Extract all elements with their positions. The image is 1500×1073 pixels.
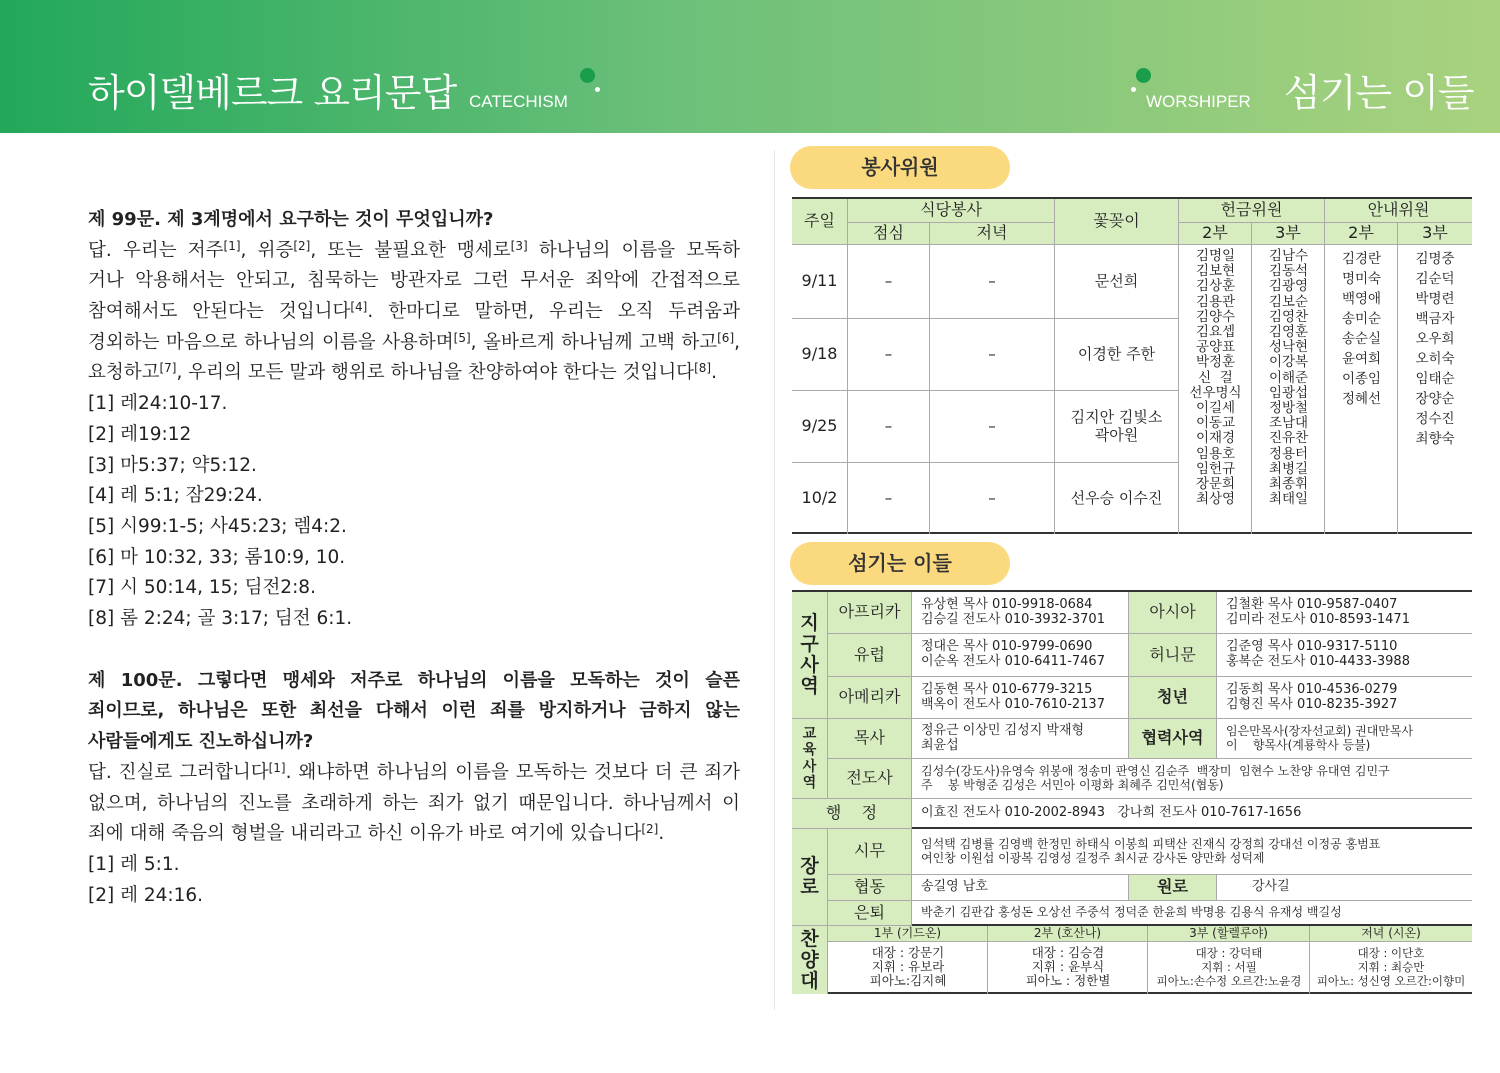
- america-label: 아메리카: [828, 677, 912, 719]
- row-lunch: –: [848, 319, 930, 391]
- active-elders-people: 임석택 김병률 김영백 한정민 하태식 이봉희 피택산 진재식 강정희 강대선 이정공 홍범표 여인창 이원섭 이광복 김영성 길정주 최시균 강사돈 양만화 성덕제: [912, 829, 1472, 875]
- row-dinner: –: [930, 463, 1055, 534]
- elders-label: 장로: [792, 829, 828, 926]
- catechism-subtitle: CATECHISM: [469, 92, 568, 111]
- africa-label: 아프리카: [828, 592, 912, 634]
- choir-label: 찬양대: [792, 926, 828, 994]
- question-100: 제 100문. 그렇다면 맹세와 저주로 하나님의 이름을 모독하는 것이 슬픈: [88, 669, 740, 691]
- answer-line: 없으며, 하나님의 진노를 초래하게 하는 죄가 없기 때문입니다. 하나님께서 이: [88, 792, 740, 814]
- reference: [1] 레 5:1.: [88, 853, 180, 875]
- edu-pastor-people: 정유근 이상민 김성지 박재형 최윤섭: [912, 719, 1129, 759]
- asia-label: 아시아: [1129, 592, 1217, 634]
- hermit-people: 김준영 목사 010-9317-5110 홍복순 전도사 010-4433-3988: [1217, 634, 1472, 677]
- choir-team-name: 3부 (할렐루야): [1148, 926, 1310, 942]
- evangelist-people: 김성수(강도사)유영숙 위봉애 정송미 판영신 김순주 백장미 임현수 노찬양 유대연 김민구 주 봉 박형준 김성은 서민아 이평화 최혜주 김민석(협동): [912, 759, 1472, 799]
- row-dinner: –: [930, 245, 1055, 319]
- retired-elders-people: 박춘기 김판갑 홍성돈 오상선 주중석 정덕준 한윤희 박명용 김용식 유재성 백길성: [912, 901, 1472, 926]
- lunch-header: 점심: [848, 223, 930, 245]
- catechism-title: 하이델베르크 요리문답: [88, 71, 457, 115]
- youth-people: 김동희 목사 010-4536-0279 김형진 목사 010-8235-3927: [1217, 677, 1472, 719]
- reference: [8] 롬 2:24; 골 3:17; 딤전 6:1.: [88, 608, 353, 630]
- reference: [6] 마 10:32, 33; 롬10:9, 10.: [88, 546, 346, 568]
- answer-line: 답. 진실로 그러합니다[1]. 왜냐하면 하나님의 이름을 모독하는 것보다 더 큰 죄가: [88, 760, 740, 783]
- reference: [1] 레24:10-17.: [88, 393, 228, 415]
- africa-people: 유상현 목사 010-9918-0684 김승길 전도사 010-3932-3701: [912, 592, 1129, 634]
- mission-label: 지구사역: [792, 592, 828, 719]
- evangelist-label: 전도사: [828, 759, 912, 799]
- answer-line: 참여해서도 안된다는 것입니다[4]. 한마디로 말하면, 우리는 오직 두려움과: [88, 300, 740, 323]
- row-lunch: –: [848, 391, 930, 463]
- row-flowers: 선우승 이수진: [1055, 463, 1179, 534]
- row-flowers: 김지안 김빛소 곽아원: [1055, 391, 1179, 463]
- usher-2-names: 김경란 명미숙 백영애 송미순 송순실 윤여희 이종임 정혜선: [1341, 251, 1382, 407]
- offering-3-names: 김남수 김동석 김광영 김보순 김영찬 김영훈 성낙현 이강복 이해준 임광섭 정방철 조남대 진유찬 정용터 최병길 최종휘 최태일: [1268, 248, 1309, 508]
- retired-elders-label: 은퇴: [828, 901, 912, 926]
- row-dinner: –: [930, 319, 1055, 391]
- choir-team-name: 2부 (호산나): [988, 926, 1148, 942]
- reference: [5] 시99:1-5; 사45:23; 렘4:2.: [88, 515, 347, 537]
- coop-people: 임은만목사(장자선교회) 권대만목사 이 향목사(계룡학사 등불): [1217, 719, 1472, 759]
- row-date: 9/11: [792, 245, 848, 319]
- reference: [7] 시 50:14, 15; 딤전2:8.: [88, 577, 316, 599]
- answer-line: 거나 악용해서는 안되고, 침묵하는 방관자로 그런 무서운 죄악에 간접적으로: [88, 270, 740, 292]
- row-lunch: –: [848, 245, 930, 319]
- asia-people: 김철환 목사 010-9587-0407 김미라 전도사 010-8593-1471: [1217, 592, 1472, 634]
- row-dinner: –: [930, 391, 1055, 463]
- admin-label: 행 정: [792, 799, 912, 829]
- usher-2-header: 2부: [1325, 223, 1398, 245]
- servants-table: [792, 590, 1472, 994]
- choir-team-name: 저녁 (시온): [1310, 926, 1472, 942]
- reference: [2] 레 24:16.: [88, 884, 204, 906]
- reference: [3] 마5:37; 약5:12.: [88, 454, 257, 476]
- choir-team-info: 대장 : 강덕태 지휘 : 서필 피아노:손수정 오르간:노윤경: [1156, 946, 1302, 988]
- offering-2-header: 2부: [1179, 223, 1252, 245]
- usher-3-header: 3부: [1398, 223, 1472, 245]
- column-divider: [774, 150, 775, 1010]
- dinner-header: 저녁: [930, 223, 1055, 245]
- active-elders-label: 시무: [828, 829, 912, 875]
- hermit-label: 허니문: [1129, 634, 1217, 677]
- row-date: 9/25: [792, 391, 848, 463]
- emeritus-label: 원로: [1129, 875, 1217, 901]
- choir-team-name: 1부 (기드온): [828, 926, 988, 942]
- row-date: 9/18: [792, 319, 848, 391]
- worshiper-title: 섬기는 이들: [1284, 71, 1474, 115]
- answer-line: 요청하고[7], 우리의 모든 말과 행위로 하나님을 찬양하여야 한다는 것입니다[8].: [88, 361, 717, 384]
- assoc-elders-label: 협동: [828, 875, 912, 901]
- admin-people: 이효진 전도사 010-2002-8943 강나희 전도사 010-7617-1656: [912, 799, 1472, 829]
- volunteers-table: [792, 197, 1472, 534]
- question-100: 사람들에게도 진노하십니까?: [88, 731, 314, 753]
- volunteers-pill: 봉사위원: [790, 146, 1010, 189]
- europe-label: 유럽: [828, 634, 912, 677]
- row-flowers: 문선희: [1055, 245, 1179, 319]
- offering-2-names: 김명일 김보현 김상훈 김용관 김양수 김요셉 공양표 박정훈 신 걸 선우명식 이길세 이동교 이재경 임용호 임헌규 장문희 최상영: [1189, 248, 1242, 508]
- white-dot-icon: [595, 87, 600, 92]
- coop-label: 협력사역: [1129, 719, 1217, 759]
- europe-people: 정대은 목사 010-9799-0690 이순옥 전도사 010-6411-7467: [912, 634, 1129, 677]
- white-dot-icon: [1131, 87, 1136, 92]
- answer-line: 경외하는 마음으로 하나님의 이름을 사용하며[5], 올바르게 하나님께 고백 하고[6],: [88, 330, 740, 353]
- row-date: 10/2: [792, 463, 848, 534]
- america-people: 김동현 목사 010-6779-3215 백옥이 전도사 010-7610-2137: [912, 677, 1129, 719]
- usher-3-names: 김명중 김순덕 박명련 백금자 오우희 오히숙 임태순 장양순 정수진 최향숙: [1415, 251, 1455, 447]
- cafeteria-header: 식당봉사: [848, 199, 1055, 223]
- header-banner: [0, 0, 1500, 133]
- emeritus-people: 강사길: [1217, 875, 1472, 901]
- flowers-header: 꽃꽂이: [1055, 199, 1179, 245]
- answer-line: 죄에 대해 죽음의 형벌을 내리라고 하신 이유가 바로 여기에 있습니다[2].: [88, 822, 665, 845]
- answer-line: 답. 우리는 저주[1], 위증[2], 또는 불필요한 맹세로[3] 하나님의 이름을 모독하: [88, 238, 740, 261]
- usher-header: 안내위원: [1325, 199, 1472, 223]
- reference: [4] 레 5:1; 잠29:24.: [88, 485, 263, 507]
- choir-team-info: 대장 : 강문기 지휘 : 유보라 피아노:김지혜: [869, 945, 947, 988]
- row-flowers: 이경한 주한: [1055, 319, 1179, 391]
- servants-pill: 섬기는 이들: [790, 542, 1010, 585]
- youth-label: 청년: [1129, 677, 1217, 719]
- assoc-elders-people: 송길영 남호: [912, 875, 1129, 901]
- education-label: 교육사역: [792, 719, 828, 799]
- row-lunch: –: [848, 463, 930, 534]
- question-99: 제 99문. 제 3계명에서 요구하는 것이 무엇입니까?: [88, 209, 494, 230]
- offering-header: 헌금위원: [1179, 199, 1325, 223]
- green-dot-icon: [580, 68, 595, 83]
- catechism-text: [88, 205, 740, 911]
- reference: [2] 레19:12: [88, 423, 192, 445]
- green-dot-icon: [1136, 68, 1151, 83]
- offering-3-header: 3부: [1252, 223, 1325, 245]
- choir-team-info: 대장 : 김승겸 지휘 : 윤부식 피아노 : 정한별: [1025, 945, 1111, 988]
- question-100: 죄이므로, 하나님은 또한 최선을 다해서 이런 죄를 방지하거나 금하지 않는: [88, 700, 740, 722]
- week-header: 주일: [792, 199, 848, 245]
- choir-team-info: 대장 : 이단호 지휘 : 최승만 피아노: 성신영 오르간:이향미: [1316, 946, 1466, 988]
- edu-pastor-label: 목사: [828, 719, 912, 759]
- worshiper-subtitle: WORSHIPER: [1146, 92, 1251, 111]
